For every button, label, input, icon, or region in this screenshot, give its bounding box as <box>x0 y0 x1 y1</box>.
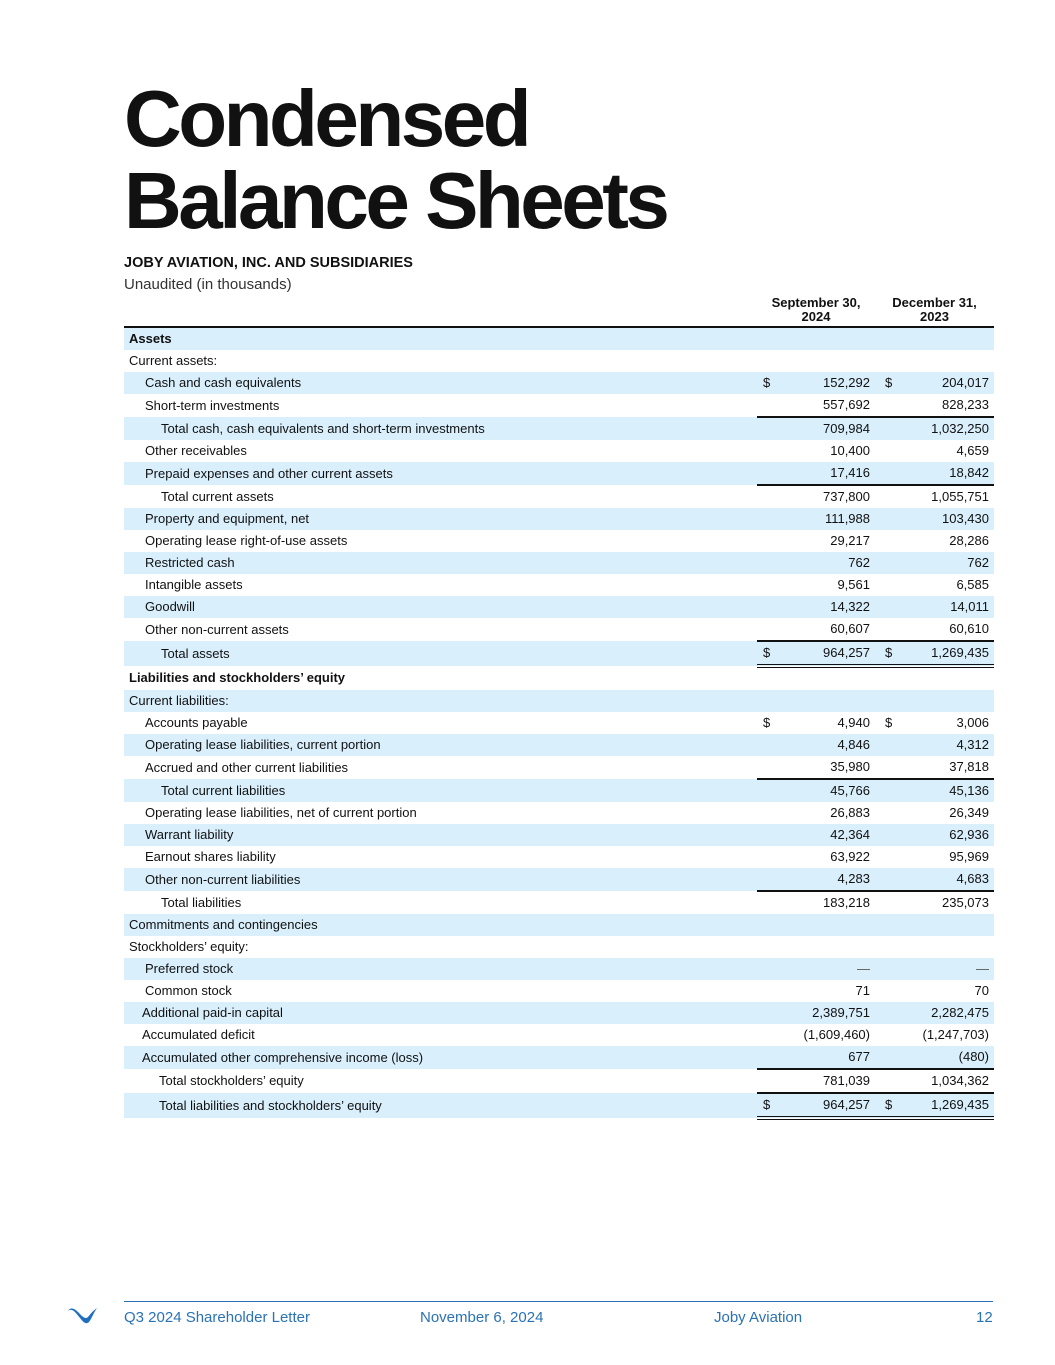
value-sep-2024: 677 <box>780 1046 875 1069</box>
currency-symbol <box>875 936 901 958</box>
value-sep-2024: 781,039 <box>780 1069 875 1093</box>
table-row <box>124 914 994 936</box>
currency-symbol <box>757 394 780 417</box>
currency-symbol: $ <box>757 372 780 394</box>
value-sep-2024: 9,561 <box>837 577 870 592</box>
row-label: Operating lease liabilities, current portion <box>124 734 757 756</box>
value-dec-2023: 4,312 <box>901 734 994 756</box>
col1-header-line2: 2024 <box>801 309 831 324</box>
column-header-sep-2024 <box>757 296 875 327</box>
currency-symbol <box>875 891 901 914</box>
row-label: Current assets: <box>129 353 218 368</box>
title-line-1: Condensed <box>124 74 529 163</box>
currency-symbol <box>875 802 901 824</box>
currency-symbol <box>875 1024 901 1046</box>
currency-symbol: $ <box>875 1093 901 1118</box>
currency-symbol <box>875 779 901 802</box>
currency-symbol <box>875 596 901 618</box>
table-row <box>124 372 994 394</box>
value-dec-2023 <box>901 327 994 350</box>
table-row <box>124 327 994 350</box>
row-label: Common stock <box>145 983 232 998</box>
value-sep-2024 <box>780 690 875 712</box>
table-row <box>124 596 994 618</box>
currency-symbol <box>875 417 901 440</box>
currency-symbol <box>757 756 780 779</box>
row-label: Other non-current assets <box>145 621 289 637</box>
currency-symbol <box>875 980 901 1002</box>
currency-symbol <box>875 327 901 350</box>
currency-symbol <box>757 1024 780 1046</box>
currency-symbol <box>757 574 780 596</box>
currency-symbol <box>757 440 780 462</box>
row-label: Total cash, cash equivalents and short-term investments <box>124 417 757 440</box>
currency-symbol <box>757 802 780 824</box>
value-sep-2024: 737,800 <box>780 485 875 508</box>
value-sep-2024: 111,988 <box>780 508 875 530</box>
table-row <box>124 868 994 891</box>
table-row <box>124 1093 994 1118</box>
value-dec-2023: 828,233 <box>942 397 989 412</box>
row-label: Operating lease right-of-use assets <box>145 533 348 548</box>
currency-symbol <box>875 462 901 485</box>
value-sep-2024: 557,692 <box>823 397 870 412</box>
value-sep-2024: 71 <box>855 983 870 998</box>
table-row <box>124 958 994 980</box>
value-dec-2023: 26,349 <box>949 805 989 820</box>
value-dec-2023: 1,269,435 <box>901 1093 994 1118</box>
row-label: Accumulated deficit <box>142 1027 255 1042</box>
value-dec-2023: 70 <box>974 983 989 998</box>
value-dec-2023: 60,610 <box>949 621 989 636</box>
value-sep-2024: 35,980 <box>830 759 870 774</box>
currency-symbol <box>757 1046 780 1069</box>
value-sep-2024 <box>780 666 875 690</box>
value-dec-2023: 103,430 <box>901 508 994 530</box>
value-dec-2023: 3,006 <box>956 715 989 730</box>
table-row <box>124 485 994 508</box>
table-row <box>124 980 994 1002</box>
row-label: Short-term investments <box>145 397 280 413</box>
currency-symbol <box>875 1046 901 1069</box>
currency-symbol <box>875 508 901 530</box>
value-dec-2023: — <box>901 958 994 980</box>
currency-symbol: $ <box>757 1093 780 1118</box>
value-sep-2024: 964,257 <box>780 641 875 666</box>
currency-symbol <box>757 462 780 485</box>
table-row <box>124 802 994 824</box>
currency-symbol <box>757 779 780 802</box>
currency-symbol <box>875 868 901 891</box>
currency-symbol <box>757 891 780 914</box>
row-label: Total current liabilities <box>124 779 757 802</box>
currency-symbol <box>875 914 901 936</box>
value-dec-2023: 95,969 <box>949 849 989 864</box>
value-sep-2024: (1,609,460) <box>803 1027 870 1042</box>
row-label: Intangible assets <box>145 577 243 592</box>
row-label: Commitments and contingencies <box>124 914 757 936</box>
table-row <box>124 462 994 485</box>
row-label: Other non-current liabilities <box>124 868 757 891</box>
row-label: Total current assets <box>161 488 274 504</box>
currency-symbol <box>875 440 901 462</box>
value-dec-2023 <box>901 350 994 372</box>
currency-symbol <box>757 417 780 440</box>
title-line-2: Balance Sheets <box>124 156 667 245</box>
value-sep-2024: 964,257 <box>780 1093 875 1118</box>
row-label: Property and equipment, net <box>124 508 757 530</box>
currency-symbol <box>875 394 901 417</box>
value-dec-2023: 45,136 <box>901 779 994 802</box>
row-label: Earnout shares liability <box>145 849 276 864</box>
currency-symbol <box>757 824 780 846</box>
table-row <box>124 936 994 958</box>
value-dec-2023: 1,269,435 <box>901 641 994 666</box>
currency-symbol <box>757 552 780 574</box>
value-sep-2024: 60,607 <box>830 621 870 636</box>
row-label: Liabilities and stockholders’ equity <box>129 670 345 685</box>
row-label: Accrued and other current liabilities <box>145 759 349 775</box>
currency-symbol <box>875 756 901 779</box>
value-dec-2023: 18,842 <box>901 462 994 485</box>
value-dec-2023: 2,282,475 <box>901 1002 994 1024</box>
value-sep-2024: 14,322 <box>780 596 875 618</box>
value-sep-2024: 4,846 <box>780 734 875 756</box>
subtitle: Unaudited (in thousands) <box>124 276 292 293</box>
currency-symbol: $ <box>885 715 893 730</box>
company-name: JOBY AVIATION, INC. AND SUBSIDIARIES <box>124 255 413 271</box>
row-label: Accounts payable <box>145 715 248 730</box>
value-dec-2023: 62,936 <box>901 824 994 846</box>
col2-header-line1: December 31, <box>892 295 977 310</box>
table-row <box>124 756 994 779</box>
value-dec-2023: 1,055,751 <box>901 485 994 508</box>
row-label: Restricted cash <box>124 552 757 574</box>
currency-symbol <box>757 936 780 958</box>
table-row <box>124 779 994 802</box>
value-dec-2023: 1,032,250 <box>901 417 994 440</box>
currency-symbol <box>875 1002 901 1024</box>
table-row <box>124 417 994 440</box>
col2-header-line2: 2023 <box>920 309 949 324</box>
row-label: Prepaid expenses and other current assets <box>124 462 757 485</box>
table-row <box>124 712 994 734</box>
value-sep-2024: 45,766 <box>780 779 875 802</box>
currency-symbol <box>875 574 901 596</box>
table-row <box>124 891 994 914</box>
value-dec-2023: 4,683 <box>901 868 994 891</box>
value-dec-2023: 28,286 <box>949 533 989 548</box>
value-dec-2023 <box>901 690 994 712</box>
footer-page-number: 12 <box>976 1309 993 1326</box>
currency-symbol <box>757 618 780 641</box>
value-sep-2024 <box>780 327 875 350</box>
row-label: Total assets <box>124 641 757 666</box>
row-label: Cash and cash equivalents <box>124 372 757 394</box>
currency-symbol <box>875 846 901 868</box>
currency-symbol <box>875 734 901 756</box>
row-label: Assets <box>124 327 757 350</box>
table-row <box>124 350 994 372</box>
currency-symbol <box>875 1069 901 1093</box>
currency-symbol <box>757 485 780 508</box>
row-label: Stockholders’ equity: <box>129 939 249 954</box>
table-row <box>124 508 994 530</box>
table-row <box>124 552 994 574</box>
value-dec-2023: 762 <box>901 552 994 574</box>
col1-header-line1: September 30, <box>771 295 861 310</box>
table-row <box>124 690 994 712</box>
value-sep-2024: 762 <box>780 552 875 574</box>
footer-divider <box>124 1301 993 1302</box>
row-label: Total liabilities <box>161 894 242 910</box>
table-row <box>124 1046 994 1069</box>
value-sep-2024 <box>780 914 875 936</box>
currency-symbol: $ <box>763 715 771 730</box>
value-sep-2024: 63,922 <box>830 849 870 864</box>
currency-symbol <box>757 690 780 712</box>
footer-document-name: Q3 2024 Shareholder Letter <box>124 1309 310 1326</box>
table-row <box>124 734 994 756</box>
currency-symbol <box>875 690 901 712</box>
currency-symbol <box>757 596 780 618</box>
value-sep-2024: 10,400 <box>830 443 870 458</box>
value-dec-2023: 4,659 <box>956 443 989 458</box>
header-row <box>124 296 994 327</box>
row-label: Accumulated other comprehensive income (loss) <box>124 1046 757 1069</box>
row-label: Warrant liability <box>124 824 757 846</box>
value-sep-2024 <box>780 936 875 958</box>
currency-symbol <box>757 508 780 530</box>
row-label: Preferred stock <box>124 958 757 980</box>
currency-symbol: $ <box>757 641 780 666</box>
currency-symbol <box>757 350 780 372</box>
balance-sheet-table <box>124 296 994 1120</box>
value-sep-2024: 42,364 <box>780 824 875 846</box>
row-label: Additional paid-in capital <box>124 1002 757 1024</box>
table-row <box>124 1024 994 1046</box>
row-label: Goodwill <box>124 596 757 618</box>
value-sep-2024: 183,218 <box>780 891 875 914</box>
value-dec-2023 <box>901 914 994 936</box>
value-dec-2023: 1,034,362 <box>901 1069 994 1093</box>
currency-symbol <box>875 552 901 574</box>
row-label: Other receivables <box>145 443 247 458</box>
value-dec-2023: 235,073 <box>901 891 994 914</box>
table-row <box>124 394 994 417</box>
currency-symbol <box>875 350 901 372</box>
table-row <box>124 824 994 846</box>
currency-symbol: $ <box>875 641 901 666</box>
value-sep-2024: 4,940 <box>837 715 870 730</box>
currency-symbol <box>875 530 901 552</box>
currency-symbol <box>757 958 780 980</box>
currency-symbol <box>757 980 780 1002</box>
currency-symbol <box>875 618 901 641</box>
table-row <box>124 574 994 596</box>
column-header-dec-2023 <box>875 296 994 327</box>
table-row <box>124 1069 994 1093</box>
value-dec-2023: 37,818 <box>949 759 989 774</box>
table-row <box>124 641 994 666</box>
currency-symbol <box>757 1002 780 1024</box>
value-sep-2024: 709,984 <box>780 417 875 440</box>
currency-symbol: $ <box>875 372 901 394</box>
currency-symbol <box>875 666 901 690</box>
value-sep-2024: 4,283 <box>780 868 875 891</box>
row-label: Current liabilities: <box>124 690 757 712</box>
value-sep-2024: 29,217 <box>830 533 870 548</box>
table-row <box>124 440 994 462</box>
value-dec-2023: (480) <box>901 1046 994 1069</box>
value-dec-2023 <box>901 936 994 958</box>
joby-logo-icon <box>66 1305 100 1327</box>
table-row <box>124 618 994 641</box>
value-sep-2024: 152,292 <box>780 372 875 394</box>
currency-symbol <box>875 485 901 508</box>
value-dec-2023: 14,011 <box>901 596 994 618</box>
value-sep-2024: 17,416 <box>780 462 875 485</box>
value-dec-2023: (1,247,703) <box>922 1027 989 1042</box>
currency-symbol <box>757 914 780 936</box>
currency-symbol <box>875 824 901 846</box>
value-sep-2024 <box>780 350 875 372</box>
value-dec-2023: 6,585 <box>956 577 989 592</box>
table-row <box>124 1002 994 1024</box>
value-dec-2023: 204,017 <box>901 372 994 394</box>
currency-symbol <box>757 734 780 756</box>
row-label: Operating lease liabilities, net of current portion <box>145 805 417 820</box>
label-header <box>124 296 757 327</box>
row-label: Total liabilities and stockholders’ equity <box>124 1093 757 1118</box>
currency-symbol <box>875 958 901 980</box>
value-sep-2024: 2,389,751 <box>780 1002 875 1024</box>
value-sep-2024: — <box>780 958 875 980</box>
value-sep-2024: 26,883 <box>830 805 870 820</box>
currency-symbol <box>757 868 780 891</box>
currency-symbol <box>757 530 780 552</box>
footer-date: November 6, 2024 <box>420 1309 544 1326</box>
value-dec-2023 <box>901 666 994 690</box>
table-row <box>124 846 994 868</box>
table-row <box>124 530 994 552</box>
table-row <box>124 666 994 690</box>
currency-symbol <box>757 846 780 868</box>
row-label: Total stockholders’ equity <box>159 1073 304 1088</box>
footer-company: Joby Aviation <box>714 1309 803 1326</box>
page-title <box>124 74 667 245</box>
currency-symbol <box>757 1069 780 1093</box>
currency-symbol <box>757 327 780 350</box>
currency-symbol <box>757 666 780 690</box>
